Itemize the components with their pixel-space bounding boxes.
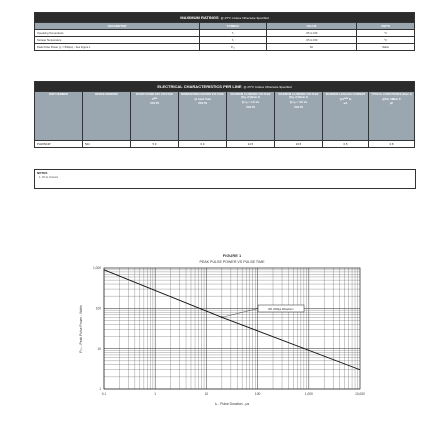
y-tick-label: 100 bbox=[95, 306, 101, 311]
column-header: SYMBOL bbox=[200, 23, 267, 30]
column-header: TYPICAL CAPACITANCE (Note 1) @0V, 1MHz C pF bbox=[369, 92, 415, 141]
breakdown-voltage-cell: 6.0 bbox=[179, 141, 227, 148]
x-tick-label: 0.1 bbox=[101, 392, 107, 396]
maximum-ratings-table bbox=[34, 12, 415, 51]
value-cell: -55 to 150 bbox=[267, 30, 357, 37]
symbol-cell: Pₚₚ bbox=[200, 44, 267, 51]
y-axis-label: Pₚₚ - Peak Pulse Power - Watts bbox=[79, 305, 83, 353]
x-tick-label: 1 bbox=[154, 392, 157, 396]
column-header: MAXIMUM LEAKAGE CURRENT @Vᵂᴹ Iᴅ μA bbox=[323, 92, 369, 141]
symbol-cell: Tₛ bbox=[200, 37, 267, 44]
y-tick-label: 1 bbox=[99, 387, 101, 392]
y-axis-ticks bbox=[93, 266, 101, 391]
parameter-cell: Operating Temperature bbox=[35, 30, 200, 37]
column-header: PARAMETER bbox=[35, 23, 200, 30]
y-tick-label: 10 bbox=[97, 346, 101, 351]
column-header: PART NUMBER bbox=[35, 92, 83, 141]
note-item: 1. I/O to Ground. bbox=[39, 176, 59, 179]
leakage-current-cell: 0.5 bbox=[323, 141, 369, 148]
units-cell: °C bbox=[357, 37, 415, 44]
max-ratings-banner: MAXIMUM RATINGS @ 25°C Unless Otherwise Specified bbox=[35, 13, 415, 23]
clamping-voltage-1a-cell: 12.5 bbox=[227, 141, 275, 148]
parameter-cell: Storage Temperature bbox=[35, 37, 200, 44]
annotation-label: 8/6, 8/20μs Waveform bbox=[268, 308, 294, 311]
capacitance-cell: 0.8 bbox=[369, 141, 415, 148]
electrical-banner: ELECTRICAL CHARACTERISTICS PER LINE @ 25°C Unless Otherwise Specified bbox=[35, 82, 415, 92]
x-axis-ticks bbox=[102, 392, 365, 396]
column-header: DEVICE MARKING bbox=[83, 92, 131, 141]
units-cell: Watts bbox=[357, 44, 415, 51]
electrical-characteristics-table bbox=[34, 81, 415, 148]
notes-box bbox=[34, 169, 416, 189]
clamping-voltage-4a-cell: 16.5 bbox=[275, 141, 323, 148]
value-cell: 60 bbox=[267, 44, 357, 51]
x-tick-label: 10,000 bbox=[355, 392, 365, 396]
table-row bbox=[35, 44, 415, 51]
device-marking-cell: 524 bbox=[83, 141, 131, 148]
peak-pulse-power-chart bbox=[0, 245, 445, 415]
column-header: MINIMUM BREAKDOWN VOLTAGE @ 1mA Vʙʀ VOLTS bbox=[179, 92, 227, 141]
chart-title: FIGURE 1 bbox=[222, 253, 242, 258]
value-cell: -55 to 150 bbox=[267, 37, 357, 44]
standoff-voltage-cell: 5.0 bbox=[131, 141, 179, 148]
notes-title: NOTES bbox=[37, 171, 48, 175]
x-tick-label: 1,000 bbox=[304, 392, 313, 396]
x-tick-label: 10 bbox=[204, 392, 209, 396]
column-header: VALUE bbox=[267, 23, 357, 30]
x-axis-label: tₚ - Pulse Duration - μs bbox=[214, 402, 250, 406]
symbol-cell: T⁁ bbox=[200, 30, 267, 37]
annotation-box bbox=[258, 305, 304, 312]
plot-frame bbox=[104, 268, 360, 389]
chart-grid bbox=[104, 268, 360, 389]
column-header: RATED STAND-OFF VOLTAGE Vᵂᴹ VOLTS bbox=[131, 92, 179, 141]
x-tick-label: 100 bbox=[254, 392, 261, 396]
chart-subtitle: PEAK PULSE POWER VS PULSE TIME bbox=[199, 260, 265, 264]
column-header: UNITS bbox=[357, 23, 415, 30]
parameter-cell: Peak Pulse Power (tₚ = 8/20μs) - See Figure 1 bbox=[35, 44, 200, 51]
part-number-cell: PLR0524P bbox=[35, 141, 83, 148]
table-row bbox=[35, 30, 415, 37]
annotation-point bbox=[221, 316, 223, 318]
table-row bbox=[35, 141, 415, 148]
column-header: MAXIMUM CLAMPING VOLTAGE (Fig. 2) (Note 1) @ Iₚ = 1A Vᴄ VOLTS bbox=[227, 92, 275, 141]
y-tick-label: 1,000 bbox=[93, 266, 101, 271]
table-row bbox=[35, 37, 415, 44]
column-header: MAXIMUM CLAMPING VOLTAGE (Fig. 2) (Note 1) @ Iₚ = 4A Vᴄ VOLTS bbox=[275, 92, 323, 141]
units-cell: °C bbox=[357, 30, 415, 37]
